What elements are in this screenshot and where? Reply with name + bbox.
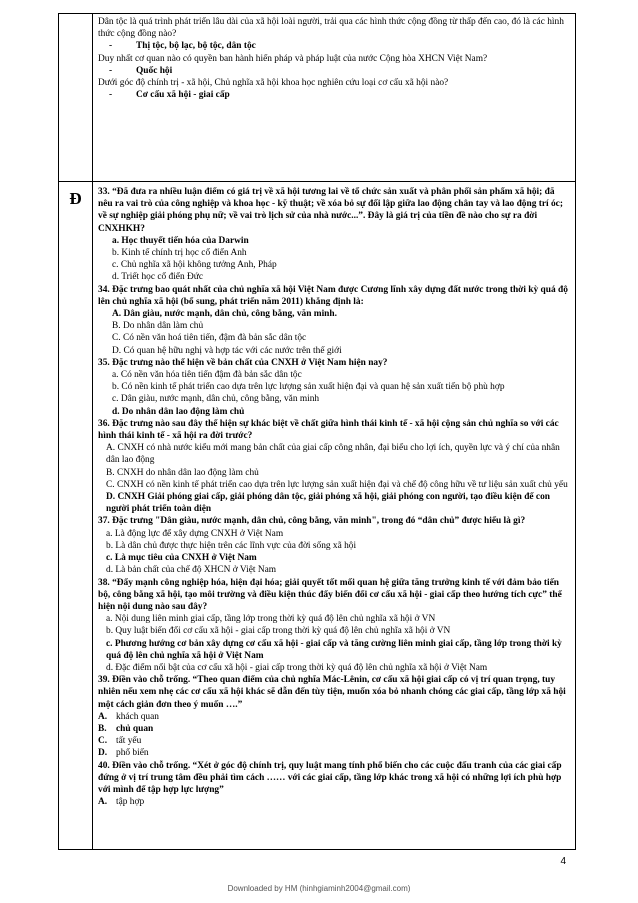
answer-dash: - xyxy=(109,41,113,52)
option-33-d: d. Triết học cổ điển Đức xyxy=(112,272,204,283)
option-label: C. xyxy=(98,736,108,747)
option-39-c xyxy=(98,735,571,747)
question-38: 38. “Đẩy mạnh công nghiệp hóa, hiện đại hóa; giải quyết tốt mối quan hệ giữa tăng trưởng kinh tế với đảm bảo tiến bộ, công bằng xã hội, tạo môi trường và điều kiện thúc đẩy biến đổi cơ cấu xã hội - giai cấp theo hướng tích cực” thể hiện nội dung nào sau đây? xyxy=(98,577,562,612)
option-37-d: d. Là bản chất của chế độ XHCN ở Việt Nam xyxy=(106,565,277,576)
option-text: chủ quan xyxy=(116,723,154,734)
questions-section xyxy=(98,186,571,808)
option-36-a: A. CNXH có nhà nước kiểu mới mang bản chất của giai cấp công nhân, đại biểu cho lợi ích, quyền lực và ý chí của nhân dân lao động xyxy=(106,443,560,466)
option-40-a xyxy=(98,796,571,808)
option-36-b: B. CNXH do nhân dân lao động làm chủ xyxy=(106,467,259,478)
document-table xyxy=(58,13,576,850)
question-35: 35. Đặc trưng nào thể hiện về bản chất của CNXH ở Việt Nam hiện nay? xyxy=(98,357,388,368)
option-38-d: d. Đặc điểm nổi bật của cơ cấu xã hội - giai cấp trong thời kỳ quá độ lên chủ nghĩa xã hội ở Việt Nam xyxy=(106,662,488,673)
answer xyxy=(98,89,571,101)
answer-text: Cơ cấu xã hội - giai cấp xyxy=(136,90,230,101)
option-33-c: c. Chủ nghĩa xã hội không tưởng Anh, Pháp xyxy=(112,260,277,271)
option-text: phổ biến xyxy=(116,748,149,759)
question-text: Dưới góc độ chính trị - xã hội, Chủ nghĩa xã hội khoa học nghiên cứu loại cơ cấu xã hội nào? xyxy=(98,78,449,89)
option-33-a: a. Học thuyết tiến hóa của Darwin xyxy=(112,235,249,246)
option-34-b: B. Do nhân dân làm chủ xyxy=(112,321,204,332)
option-39-a xyxy=(98,711,571,723)
question-text: Duy nhất cơ quan nào có quyền ban hành hiến pháp và pháp luật của nước Cộng hòa XHCN Việt Nam? xyxy=(98,53,488,64)
option-37-c: c. Là mục tiêu của CNXH ở Việt Nam xyxy=(106,553,257,564)
option-35-b: b. Có nền kinh tế phát triển cao dựa trên lực lượng sản xuất hiện đại và quan hệ sản xuất tiến bộ phù hợp xyxy=(112,382,505,393)
option-38-c: c. Phương hướng cơ bản xây dựng cơ cấu xã hội - giai cấp và tăng cường liên minh giai cấp, tầng lớp trong thời kỳ quá độ lên chủ nghĩa xã hội ở Việt Nam xyxy=(106,638,562,661)
option-34-d: D. Có quan hệ hữu nghị và hợp tác với các nước trên thế giới xyxy=(112,345,342,356)
option-37-b: b. Là dân chủ được thực hiện trên các lĩnh vực của đời sống xã hội xyxy=(106,540,357,551)
option-34-a: A. Dân giàu, nước mạnh, dân chủ, công bằng, văn minh. xyxy=(112,309,337,320)
option-36-d: D. CNXH Giải phóng giai cấp, giải phóng dân tộc, giải phóng xã hội, giải phóng con người, tạo điều kiện để con người phát triển toàn diện xyxy=(106,492,550,515)
option-label: A. xyxy=(98,797,108,808)
option-text: tập hợp xyxy=(116,797,145,808)
intro-section xyxy=(98,16,571,101)
option-36-c: C. CNXH có nền kinh tế phát triển cao dựa trên lực lượng sản xuất hiện đại và chế độ công hữu về tư liệu sản xuất chủ yếu xyxy=(106,479,568,490)
question-37: 37. Đặc trưng "Dân giàu, nước mạnh, dân chủ, công bằng, văn minh", trong đó “dân chủ” được hiểu là gì? xyxy=(98,516,526,527)
question-40: 40. Điền vào chỗ trống. “Xét ở góc độ chính trị, quy luật mang tính phổ biến cho các cuộc đấu tranh của các giai cấp đứng ở vị trí trung tâm đều phải tìm cách …… với các giai cấp, tầng lớp khác trong xã hội có những lợi ích phù hợp với mình để tập hợp lực lượng” xyxy=(98,760,562,795)
option-33-b: b. Kinh tế chính trị học cổ điển Anh xyxy=(112,248,247,259)
option-35-c: c. Dân giàu, nước mạnh, dân chủ, công bằng, văn minh xyxy=(112,394,320,405)
option-label: D. xyxy=(98,748,108,759)
question-39: 39. Điền vào chỗ trống. “Theo quan điểm của chủ nghĩa Mác-Lênin, cơ cấu xã hội giai cấp có vị trí quan trọng, tuy nhiên nếu xem nhẹ các cơ cấu xã hội khác sẽ dẫn đến tùy tiện, muốn xóa bỏ nhanh chóng các giai cấp, tầng lớp xã hội một cách giản đơn theo ý muốn ….” xyxy=(98,675,566,710)
row-divider xyxy=(59,181,575,182)
answer-text: Quốc hội xyxy=(136,65,173,76)
option-label: B. xyxy=(98,723,107,734)
question-36: 36. Đặc trưng nào sau đây thể hiện sự khác biệt về chất giữa hình thái kinh tế - xã hội cộng sản chủ nghĩa so với các hình thái kinh tế - xã hội ra đời trước? xyxy=(98,418,559,442)
column-divider xyxy=(92,14,93,849)
row-letter: Đ xyxy=(69,189,82,208)
option-34-c: C. Có nền văn hoá tiên tiến, đậm đà bản sắc dân tộc xyxy=(112,333,307,344)
download-footer: Downloaded by HM (hinhgiaminh2004@gmail.com) xyxy=(227,884,411,893)
answer xyxy=(98,40,571,52)
option-label: A. xyxy=(98,711,108,722)
answer-text: Thị tộc, bộ lạc, bộ tộc, dân tộc xyxy=(136,41,256,52)
question-34: 34. Đặc trưng bao quát nhất của chủ nghĩa xã hội Việt Nam được Cương lĩnh xây dựng đất nước trong thời kỳ quá độ lên chủ nghĩa xã hội (bổ sung, phát triển năm 2011) khẳng định là: xyxy=(98,284,568,307)
option-35-d: d. Do nhân dân lao động làm chủ xyxy=(112,406,245,417)
option-38-a: a. Nội dung liên minh giai cấp, tầng lớp trong thời kỳ quá độ lên chủ nghĩa xã hội ở VN xyxy=(106,614,436,625)
option-39-d xyxy=(98,747,571,759)
option-38-b: b. Quy luật biến đổi cơ cấu xã hội - giai cấp trong thời kỳ quá độ lên chủ nghĩa xã hội ở VN xyxy=(106,626,451,637)
option-39-b xyxy=(98,723,571,735)
answer-dash: - xyxy=(109,65,113,76)
question-33: 33. “Đã đưa ra nhiều luận điểm có giá trị về xã hội tương lai về tổ chức sản xuất và phân phối sản phẩm xã hội; đã nêu ra vai trò của công nghiệp và khoa học - kỹ thuật; về xóa bỏ sự đối lập giữa lao động chân tay và lao động trí óc; về sự nghiệp giải phóng phụ nữ; về vai trò lịch sử của nhà nước...”. Đây là giá trị của tiền đề nào cho sự ra đời CNXHKH? xyxy=(98,187,563,234)
answer xyxy=(98,65,571,77)
option-37-a: a. Là động lực để xây dựng CNXH ở Việt Nam xyxy=(106,528,284,539)
question-text: Dân tộc là quá trình phát triển lâu dài của xã hội loài người, trải qua các hình thức cộng đồng từ thấp đến cao, đó là các hình thức cộng đồng nào? xyxy=(98,17,564,40)
option-35-a: a. Có nền văn hóa tiên tiến đậm đà bản sắc dân tộc xyxy=(112,370,302,381)
page-number: 4 xyxy=(560,856,566,867)
option-text: tất yếu xyxy=(116,736,142,747)
answer-dash: - xyxy=(109,90,113,101)
option-text: khách quan xyxy=(116,711,159,722)
